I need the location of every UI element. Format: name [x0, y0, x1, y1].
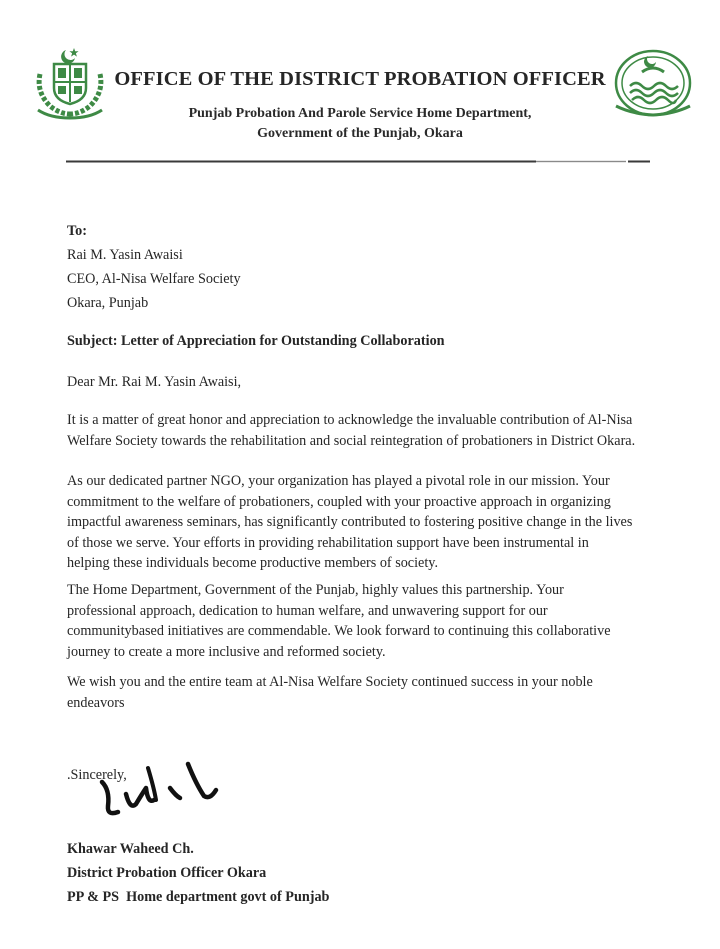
- signatory-title: District Probation Officer Okara: [67, 865, 267, 881]
- paragraph-2: [67, 471, 667, 574]
- signatory-department: PP & PS Home department govt of Punjab: [67, 889, 330, 905]
- recipient-location: Okara, Punjab: [67, 295, 149, 311]
- signature-mark: [96, 760, 226, 830]
- pakistan-emblem-icon: [30, 44, 110, 120]
- paragraph-1: [67, 410, 667, 451]
- paragraph-line: commitment to the welfare of probationers, coupled with your proactive approach in organizing: [67, 493, 611, 510]
- closing: .Sincerely,: [67, 767, 127, 783]
- to-label: To:: [67, 223, 87, 239]
- header-divider: [66, 160, 650, 163]
- recipient-name: Rai M. Yasin Awaisi: [67, 247, 183, 263]
- paragraph-line: endeavors: [67, 694, 125, 711]
- paragraph-line: journey to create a more inclusive and reformed society.: [67, 643, 386, 660]
- recipient-position: CEO, Al-Nisa Welfare Society: [67, 271, 241, 287]
- paragraph-line: impactful awareness seminars, has significantly contributed to fostering positive change in the lives: [67, 514, 633, 531]
- paragraph-line: The Home Department, Government of the Punjab, highly values this partnership. Your: [67, 582, 564, 598]
- paragraph-3: [67, 580, 667, 662]
- punjab-government-emblem-icon: [612, 48, 694, 118]
- salutation: Dear Mr. Rai M. Yasin Awaisi,: [67, 374, 242, 390]
- signatory-name: Khawar Waheed Ch.: [67, 841, 194, 857]
- paragraph-line: It is a matter of great honor and appreciation to acknowledge the invaluable contribution of Al-Nisa: [67, 412, 633, 428]
- paragraph-line: As our dedicated partner NGO, your organization has played a pivotal role in our mission. Your: [67, 473, 610, 489]
- paragraph-line: professional approach, dedication to human welfare, and unwavering support for our: [67, 602, 548, 619]
- office-title: OFFICE OF THE DISTRICT PROBATION OFFICER: [114, 68, 606, 90]
- subject-line: Subject: Letter of Appreciation for Outstanding Collaboration: [67, 333, 445, 349]
- paragraph-4: [67, 672, 667, 713]
- paragraph-line: We wish you and the entire team at Al-Nisa Welfare Society continued success in your noble: [67, 674, 593, 690]
- paragraph-line: Welfare Society towards the rehabilitation and social reintegration of probationers in District Okara.: [67, 432, 636, 449]
- paragraph-line: helping these individuals become productive members of society.: [67, 555, 439, 572]
- paragraph-line: of those we serve. Your efforts in providing rehabilitation support have been instrumental in: [67, 534, 589, 551]
- department-line-1: Punjab Probation And Parole Service Home Department,: [188, 106, 532, 121]
- department-line-2: Government of the Punjab, Okara: [257, 126, 463, 141]
- paragraph-line: communitybased initiatives are commendable. We look forward to continuing this collaborative: [67, 623, 611, 640]
